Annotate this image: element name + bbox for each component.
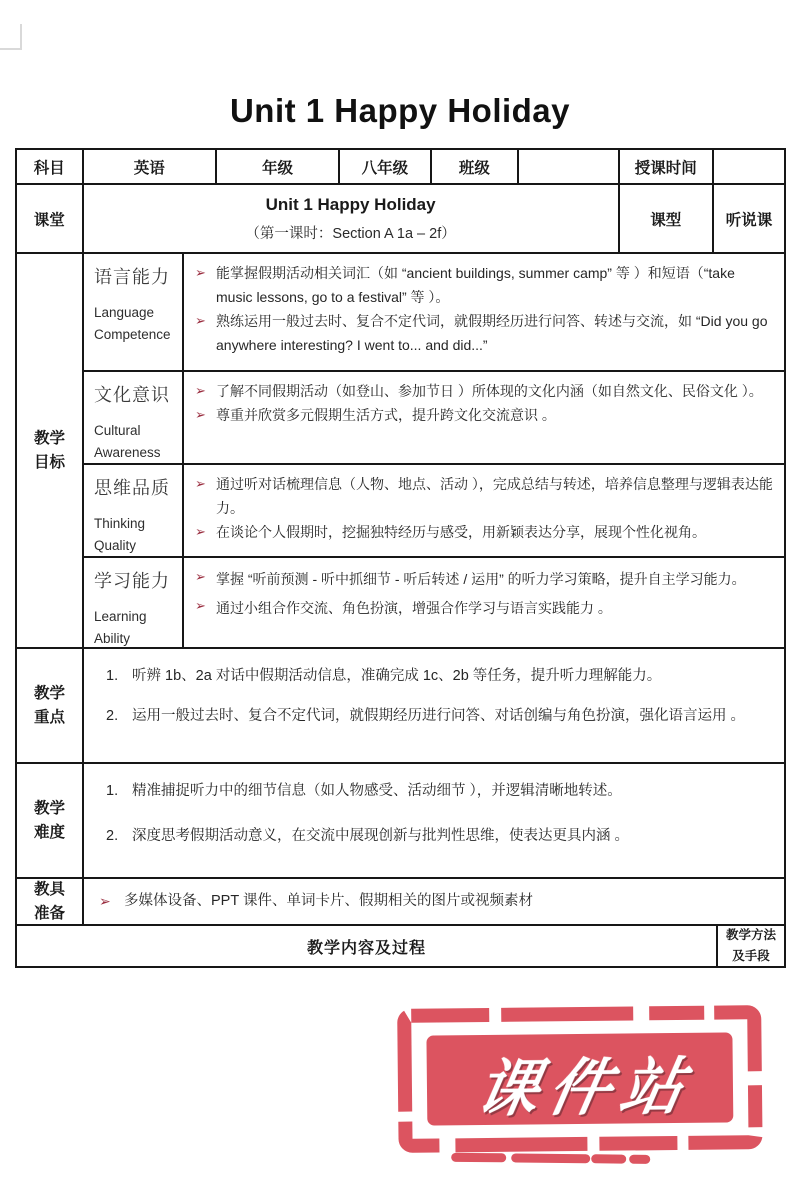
lesson-title-cell	[84, 185, 620, 252]
arrow-bullet-icon: ➢	[195, 383, 206, 398]
stamp-graphic	[394, 1002, 768, 1178]
info-row	[17, 150, 784, 185]
materials-item: ➢ 多媒体设备、PPT 课件、单词卡片、假期相关的图片或视频素材	[94, 889, 784, 915]
arrow-bullet-icon: ➢	[195, 313, 206, 329]
stamp-text: 课件站	[470, 1052, 700, 1125]
objective-group-learning	[84, 558, 784, 647]
objective-bullet: ➢ 熟练运用一般过去时、复合不定代词，就假期经历进行问答、转述与交流，如 “Did you go anywhere interesting? I went to... and did...”	[190, 309, 775, 357]
subject-value: 英语	[84, 150, 217, 183]
process-header-row	[17, 926, 784, 966]
group-en-label: Learning Ability	[94, 609, 147, 646]
objective-bullet: ➢ 掌握 “听前预测 - 听中抓细节 - 听后转述 / 运用” 的听力学习策略，提升自主学习能力。	[190, 565, 775, 594]
objective-bullet: ➢ 通过小组合作交流、角色扮演，增强合作学习与语言实践能力 。	[190, 594, 775, 623]
lesson-type-label: 课型	[620, 185, 714, 252]
objective-group-language	[84, 254, 784, 372]
group-cn-label: 思维品质	[94, 478, 170, 498]
teaching-time-value-cell	[714, 150, 784, 183]
class-label: 班级	[432, 150, 520, 183]
document-title: Unit 1 Happy Holiday	[229, 92, 571, 129]
arrow-bullet-icon: ➢	[195, 407, 206, 423]
objectives-label: 教学 目标	[17, 254, 84, 647]
arrow-bullet-icon: ➢	[195, 569, 206, 584]
objective-bullet: ➢ 能掌握假期活动相关词汇（如 “ancient buildings, summer camp” 等 ）和短语（“take music lessons, go to a festival” 等 ）。	[190, 261, 775, 309]
class-value-cell	[519, 150, 619, 183]
materials-row	[17, 879, 784, 926]
lesson-label: 课堂	[17, 185, 84, 252]
process-title: 教学内容及过程	[17, 926, 718, 966]
grade-label: 年级	[217, 150, 340, 183]
arrow-bullet-icon: ➢	[195, 476, 206, 491]
subject-label: 科目	[17, 150, 84, 183]
lesson-type-value: 听说课	[725, 211, 773, 229]
difficulties-row	[17, 764, 784, 879]
group-cn-label: 文化意识	[94, 385, 170, 405]
group-en-label: Cultural Awareness	[94, 423, 161, 460]
arrow-bullet-icon: ➢	[195, 597, 206, 613]
arrow-bullet-icon: ➢	[195, 524, 206, 540]
materials-label: 教具 准备	[17, 879, 84, 924]
group-en-label: Thinking Quality	[94, 516, 146, 553]
objective-group-thinking	[84, 465, 784, 558]
grade-value: 八年级	[340, 150, 431, 183]
key-points-label: 教学 重点	[17, 649, 84, 762]
arrow-bullet-icon: ➢	[99, 892, 111, 909]
objectives-groups	[84, 254, 784, 647]
key-point-item: 1. 听辨 1b、2a 对话中假期活动信息，准确完成 1c、2b 等任务，提升听力理解能力。	[106, 668, 662, 684]
arrow-bullet-icon: ➢	[195, 265, 206, 280]
group-cn-label: 学习能力	[94, 571, 170, 591]
lesson-plan-table	[15, 148, 786, 968]
difficulty-item: 2. 深度思考假期活动意义，在交流中展现创新与批判性思维，使表达更具内涵 。	[106, 828, 630, 844]
kejianzhan-stamp	[394, 1002, 768, 1178]
objective-bullet: ➢ 通过听对话梳理信息（人物、地点、活动 ），完成总结与转述，培养信息整理与逻辑表达能力。	[190, 472, 775, 520]
objective-group-culture	[84, 372, 784, 465]
page-corner-mark	[0, 24, 22, 50]
difficulty-item: 1. 精准捕捉听力中的细节信息（如人物感受、活动细节 ），并逻辑清晰地转述。	[106, 783, 622, 799]
objective-bullet: ➢ 了解不同假期活动（如登山、参加节日 ）所体现的文化内涵（如自然文化、民俗文化 ）。	[190, 379, 775, 403]
objective-bullet: ➢ 在谈论个人假期时，挖掘独特经历与感受，用新颖表达分享，展现个性化视角。	[190, 520, 775, 544]
objectives-row	[17, 254, 784, 649]
lesson-title-line2: （第一课时：Section A 1a – 2f）	[245, 225, 456, 242]
group-cn-label: 语言能力	[94, 267, 170, 287]
lesson-row	[17, 185, 784, 254]
difficulties-label: 教学 难度	[17, 764, 84, 877]
key-points-row	[17, 649, 784, 764]
objective-bullet: ➢ 尊重并欣赏多元假期生活方式，提升跨文化交流意识 。	[190, 403, 775, 427]
key-point-item: 2. 运用一般过去时、复合不定代词，就假期经历进行问答、对话创编与角色扮演，强化语言运用 。	[106, 708, 746, 724]
lesson-title-line1: Unit 1 Happy Holiday	[265, 194, 436, 214]
methods-label: 教学方法 及手段	[725, 928, 776, 963]
teaching-time-label: 授课时间	[620, 150, 714, 183]
group-en-label: Language Competence	[94, 305, 171, 342]
